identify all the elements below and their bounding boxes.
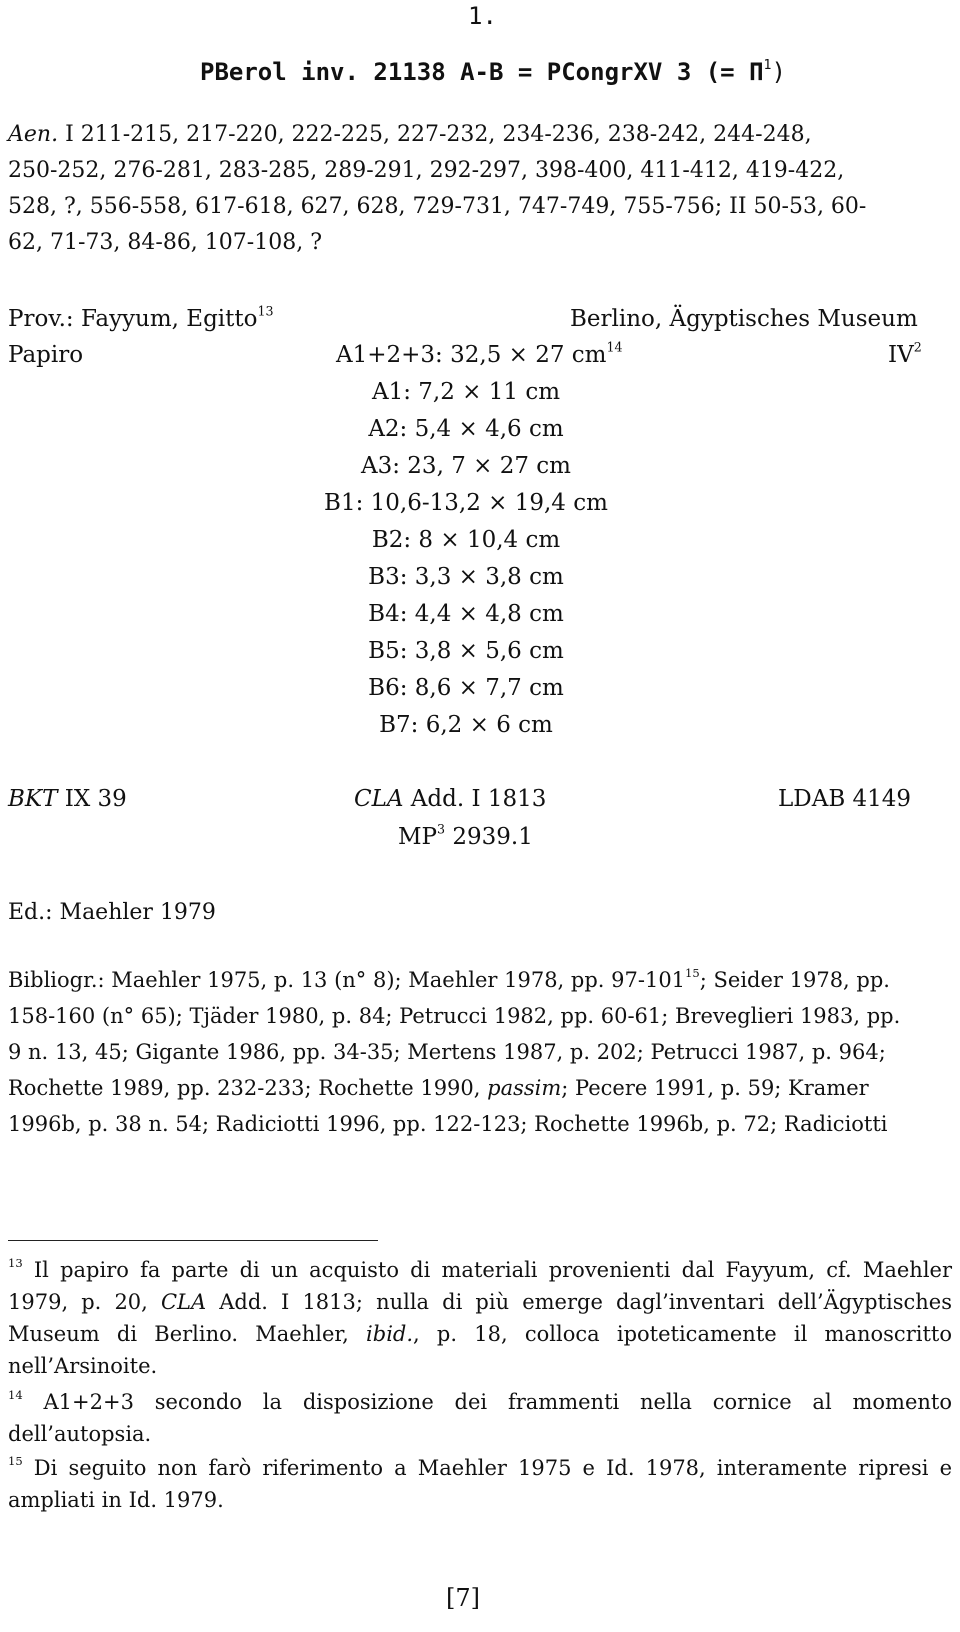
- fragment-dim: B5: 3,8 × 5,6 cm: [368, 638, 564, 664]
- heading-sup: 1: [763, 57, 772, 73]
- section-number: 1.: [468, 2, 497, 30]
- ldab-reference: LDAB 4149: [778, 786, 912, 812]
- bibliography-passim: passim: [487, 1076, 562, 1100]
- fragment-dim: B6: 8,6 × 7,7 cm: [368, 675, 564, 701]
- fragment-dim: A1: 7,2 × 11 cm: [371, 379, 561, 405]
- footnote-13-cla: CLA: [160, 1290, 207, 1314]
- bibliography-line-5: 1996b, p. 38 n. 54; Radiciotti 1996, pp. 122-123; Rochette 1996b, p. 72; Radiciotti: [8, 1112, 888, 1136]
- overall-dimensions-text: A1+2+3: 32,5 × 27 cm: [336, 342, 607, 368]
- provenance-sup: 13: [257, 303, 274, 319]
- aen-line-3: 528, ?, 556-558, 617-618, 627, 628, 729-731, 747-749, 755-756; II 50-53, 60-: [8, 194, 867, 219]
- bibliography-text-4a: Rochette 1989, pp. 232-233; Rochette 1990,: [8, 1076, 488, 1100]
- bkt-reference: [8, 786, 127, 812]
- bibliography-line-2: 158-160 (n° 65); Tjäder 1980, p. 84; Petrucci 1982, pp. 60-61; Breveglieri 1983, pp.: [8, 1004, 901, 1028]
- heading-close: ): [771, 58, 786, 86]
- bkt-rest: IX 39: [57, 786, 127, 812]
- cla-rest: Add. I 1813: [403, 786, 547, 812]
- bibliography-text-4b: ; Pecere 1991, p. 59; Kramer: [561, 1076, 869, 1100]
- cla-reference: [354, 786, 546, 812]
- bibliography-text-1b: ; Seider 1978, pp.: [699, 968, 890, 992]
- aen-line-1: [8, 122, 812, 147]
- bibliography-line-4: [8, 1076, 869, 1100]
- footnote-14: [8, 1386, 952, 1450]
- dating-text: IV: [888, 342, 914, 368]
- mp-prefix: MP: [398, 824, 438, 850]
- dating: [888, 339, 922, 368]
- footnote-13-text-a: Il papiro fa parte di un acquisto di materiali provenienti dal Fayyum, cf. Maehler 1979, p. 20,: [8, 1258, 952, 1314]
- footnote-15-number: 15: [8, 1454, 23, 1469]
- bibliography-sup: 15: [685, 966, 700, 981]
- footnote-13-ibid: ibid.: [366, 1322, 414, 1346]
- provenance-label: Prov.: Fayyum, Egitto: [8, 306, 258, 332]
- fragment-dim: B2: 8 × 10,4 cm: [371, 527, 561, 553]
- page-number: [7]: [446, 1584, 480, 1612]
- aen-line-1-text: I 211-215, 217-220, 222-225, 227-232, 234-236, 238-242, 244-248,: [58, 122, 812, 147]
- footnote-13: [8, 1254, 952, 1382]
- fragment-dim: B4: 4,4 × 4,8 cm: [368, 601, 564, 627]
- footnote-15: [8, 1452, 952, 1516]
- material-label: Papiro: [8, 342, 84, 368]
- provenance: [8, 303, 274, 332]
- aen-line-4: 62, 71-73, 84-86, 107-108, ?: [8, 230, 322, 255]
- bibliography-line-1: [8, 968, 890, 992]
- footnote-separator: [8, 1240, 378, 1241]
- overall-dimensions: [336, 339, 623, 368]
- bibliography-line-3: 9 n. 13, 45; Gigante 1986, pp. 34-35; Mertens 1987, p. 202; Petrucci 1987, p. 964;: [8, 1040, 886, 1064]
- footnote-15-text: Di seguito non farò riferimento a Maehler 1975 e Id. 1978, interamente ripresi e ampliati in Id. 1979.: [8, 1456, 952, 1512]
- location: Berlino, Ägyptisches Museum: [570, 306, 918, 332]
- dating-sup: 2: [913, 339, 922, 355]
- footnote-13-number: 13: [8, 1256, 23, 1271]
- fragment-dim: B7: 6,2 × 6 cm: [379, 712, 553, 738]
- edition: Ed.: Maehler 1979: [8, 900, 216, 925]
- overall-dimensions-sup: 14: [606, 339, 623, 355]
- heading-text: PBerol inv. 21138 A-B = PCongrXV 3 (= Π: [200, 58, 764, 86]
- document-heading: [200, 58, 786, 86]
- bibliography-text-1a: Bibliogr.: Maehler 1975, p. 13 (n° 8); Maehler 1978, pp. 97-101: [8, 968, 686, 992]
- footnote-13-text-c: , p. 18, colloca ipoteticamente il manoscritto nell’Arsinoite.: [8, 1322, 952, 1378]
- aen-line-2: 250-252, 276-281, 283-285, 289-291, 292-297, 398-400, 411-412, 419-422,: [8, 158, 845, 183]
- mp-sup: 3: [437, 821, 446, 837]
- footnote-13-text-b: Add. I 1813; nulla di più emerge dagl’inventari dell’Ägyptisches Museum di Berlino. Maehler,: [8, 1290, 952, 1346]
- fragment-dim: A3: 23, 7 × 27 cm: [361, 453, 571, 479]
- aen-label: Aen.: [8, 122, 59, 147]
- footnote-14-number: 14: [8, 1388, 23, 1403]
- footnote-14-text: A1+2+3 secondo la disposizione dei frammenti nella cornice al momento dell’autopsia.: [8, 1390, 952, 1446]
- bkt-italic: BKT: [8, 786, 58, 812]
- cla-italic: CLA: [354, 786, 404, 812]
- fragment-dim: B1: 10,6-13,2 × 19,4 cm: [324, 490, 608, 516]
- mp-reference: [398, 821, 533, 850]
- mp-rest: 2939.1: [445, 824, 533, 850]
- fragment-dim: B3: 3,3 × 3,8 cm: [368, 564, 564, 590]
- fragment-dim: A2: 5,4 × 4,6 cm: [368, 416, 564, 442]
